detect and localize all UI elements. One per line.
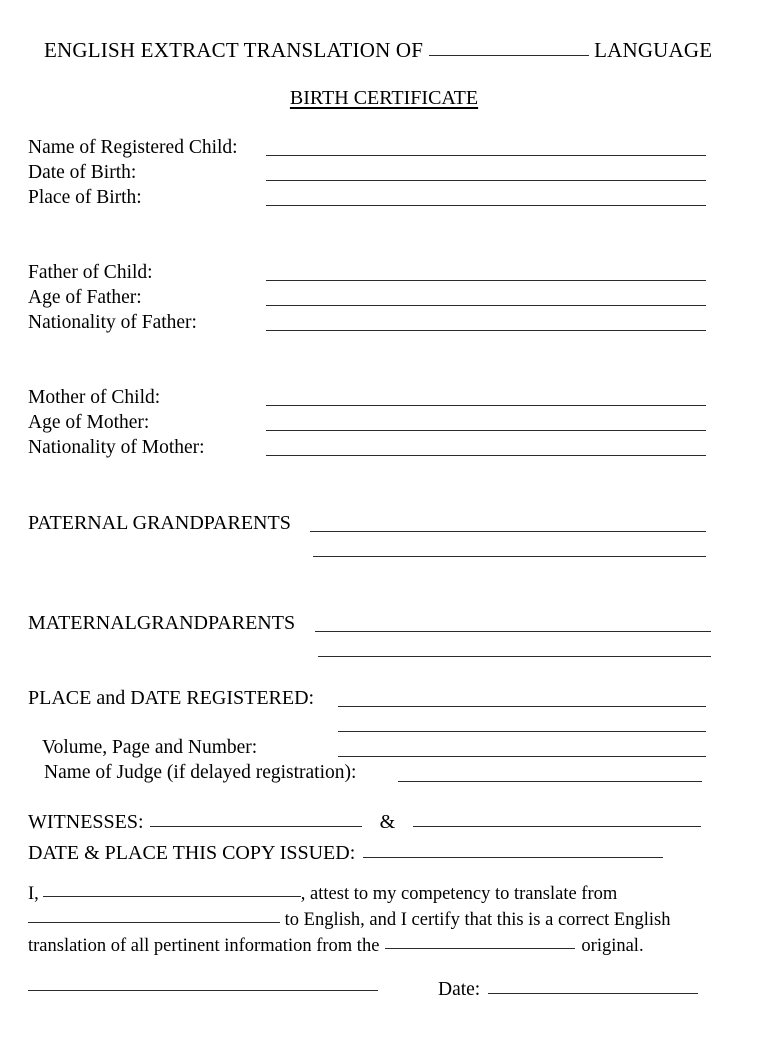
field-row-date (438, 980, 698, 1000)
field-row-father-age (28, 288, 142, 308)
attestation-part-1: I, (28, 884, 39, 904)
signature-blank[interactable] (28, 990, 378, 991)
child-name-label: Name of Registered Child: (28, 137, 238, 158)
field-row-father-name (28, 263, 153, 283)
mother-age-label: Age of Mother: (28, 412, 150, 433)
field-row-father-nationality (28, 313, 197, 333)
father-nationality-label: Nationality of Father: (28, 312, 197, 333)
copy-issued-label: DATE & PLACE THIS COPY ISSUED: (28, 842, 356, 864)
mother-age-blank[interactable] (266, 430, 706, 431)
attestation-part-5: original. (581, 936, 644, 956)
original-document-blank[interactable] (385, 948, 575, 949)
field-row-place-date-registered (28, 688, 314, 708)
attestation-part-4: translation of all pertinent information from the (28, 936, 380, 956)
paternal-grandparents-blank-1[interactable] (310, 531, 706, 532)
maternal-grandparents-label: MATERNALGRANDPARENTS (28, 612, 296, 634)
date-label: Date: (438, 979, 481, 1000)
witness-blank-1[interactable] (150, 826, 362, 827)
field-row-volume-page-number (42, 738, 257, 758)
father-name-label: Father of Child: (28, 262, 153, 283)
language-blank[interactable] (429, 55, 589, 56)
field-row-witnesses (28, 812, 701, 832)
field-row-maternal-grandparents (28, 613, 295, 633)
field-row-judge-name (44, 763, 356, 783)
page-title (44, 38, 712, 63)
attestation-part-2: , attest to my competency to translate from (300, 884, 618, 904)
place-date-registered-label: PLACE and DATE REGISTERED: (28, 687, 315, 709)
child-pob-blank[interactable] (266, 205, 706, 206)
mother-nationality-label: Nationality of Mother: (28, 437, 205, 458)
witness-blank-2[interactable] (413, 826, 701, 827)
field-row-mother-name (28, 388, 160, 408)
field-row-child-pob (28, 188, 142, 208)
volume-page-number-blank[interactable] (338, 756, 706, 757)
page-title-suffix: LANGUAGE (594, 38, 713, 62)
attestation-part-3: to English, and I certify that this is a correct English (284, 910, 671, 930)
judge-name-label: Name of Judge (if delayed registration): (44, 762, 357, 783)
child-dob-label: Date of Birth: (28, 162, 137, 183)
field-row-child-dob (28, 163, 136, 183)
father-age-blank[interactable] (266, 305, 706, 306)
field-row-mother-age (28, 413, 149, 433)
date-blank[interactable] (488, 993, 698, 994)
source-language-blank[interactable] (28, 922, 280, 923)
place-date-registered-blank-1[interactable] (338, 706, 706, 707)
father-name-blank[interactable] (266, 280, 706, 281)
mother-name-blank[interactable] (266, 405, 706, 406)
place-date-registered-blank-2[interactable] (338, 731, 706, 732)
field-row-mother-nationality (28, 438, 205, 458)
mother-nationality-blank[interactable] (266, 455, 706, 456)
witnesses-label: WITNESSES: (28, 811, 144, 833)
document-subtitle (0, 87, 768, 110)
copy-issued-blank[interactable] (363, 857, 663, 858)
field-row-copy-issued (28, 843, 663, 863)
witnesses-separator: & (379, 811, 396, 833)
paternal-grandparents-blank-2[interactable] (313, 556, 706, 557)
attestation-paragraph (28, 881, 718, 959)
volume-page-number-label: Volume, Page and Number: (42, 737, 258, 758)
maternal-grandparents-blank-2[interactable] (318, 656, 711, 657)
paternal-grandparents-label: PATERNAL GRANDPARENTS (28, 512, 291, 534)
maternal-grandparents-blank-1[interactable] (315, 631, 711, 632)
child-dob-blank[interactable] (266, 180, 706, 181)
page-title-prefix: ENGLISH EXTRACT TRANSLATION OF (44, 38, 424, 62)
document-subtitle-text: BIRTH CERTIFICATE (289, 87, 479, 109)
field-row-child-name (28, 138, 238, 158)
father-nationality-blank[interactable] (266, 330, 706, 331)
child-name-blank[interactable] (266, 155, 706, 156)
translator-name-blank[interactable] (43, 896, 301, 897)
child-pob-label: Place of Birth: (28, 187, 142, 208)
judge-name-blank[interactable] (398, 781, 702, 782)
field-row-paternal-grandparents (28, 513, 291, 533)
mother-name-label: Mother of Child: (28, 387, 161, 408)
father-age-label: Age of Father: (28, 287, 142, 308)
